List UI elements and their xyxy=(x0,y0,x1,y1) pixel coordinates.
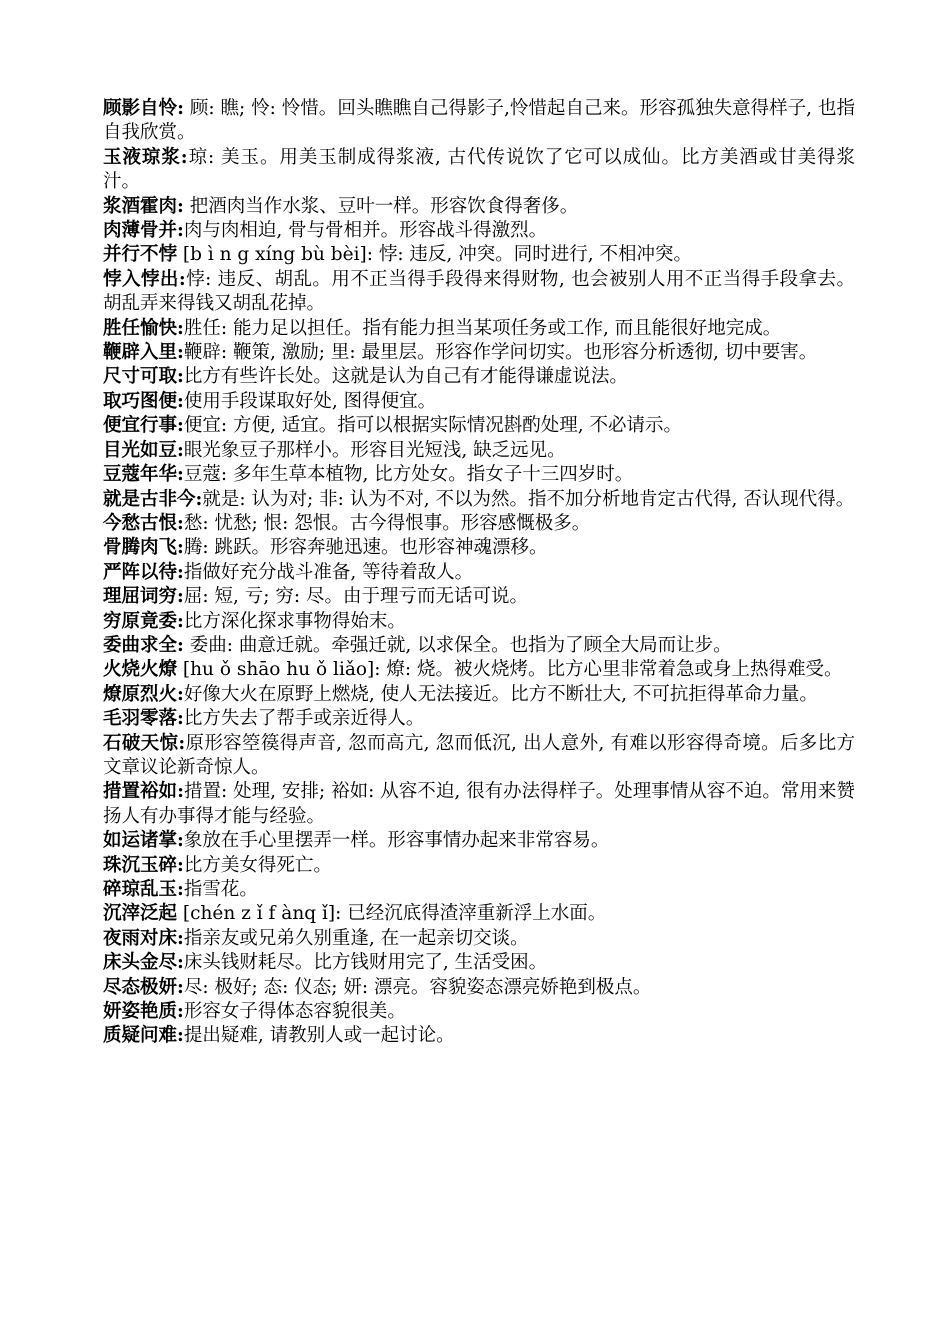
idiom-term: 委曲求全 xyxy=(103,634,178,656)
idiom-separator: : xyxy=(177,586,184,608)
idiom-separator: : xyxy=(178,732,186,754)
idiom-definition: 胜任: 能力足以担任。指有能力担当某项任务或工作, 而且能很好地完成。 xyxy=(183,317,782,339)
idiom-entry xyxy=(103,878,855,902)
idiom-entry xyxy=(103,512,855,536)
idiom-entry xyxy=(103,634,855,658)
idiom-entry xyxy=(103,146,855,195)
idiom-definition: 屈: 短, 亏; 穷: 尽。由于理亏而无话可说。 xyxy=(183,586,528,608)
idiom-definition: 提出疑难, 请教别人或一起讨论。 xyxy=(183,1025,455,1047)
idiom-term: 尽态极妍 xyxy=(103,976,178,998)
idiom-separator: : xyxy=(177,98,184,119)
idiom-entry xyxy=(103,463,855,487)
idiom-separator: : xyxy=(177,415,184,437)
idiom-entry xyxy=(103,390,855,414)
idiom-term: 并行不悖 xyxy=(103,244,178,266)
idiom-separator: : xyxy=(177,683,184,705)
idiom-term: 碎琼乱玉 xyxy=(103,879,178,900)
idiom-entry xyxy=(103,439,855,463)
idiom-separator: : xyxy=(178,268,186,290)
idiom-list xyxy=(103,97,855,1049)
idiom-term: 肉薄骨并 xyxy=(103,220,178,242)
idiom-entry xyxy=(103,902,855,926)
idiom-definition: 使用手段谋取好处, 图得便宜。 xyxy=(183,390,437,412)
idiom-entry xyxy=(103,317,855,341)
idiom-definition: [hu ǒ shāo hu ǒ liǎo]: 燎: 烧。被火烧烤。比方心里非常着急或身上热得难受。 xyxy=(177,659,843,681)
idiom-definition: 尽: 极好; 态: 仪态; 妍: 漂亮。容貌姿态漂亮娇艳到极点。 xyxy=(183,976,652,998)
idiom-entry xyxy=(103,854,855,878)
idiom-term: 穷原竟委 xyxy=(103,610,178,632)
idiom-term: 妍姿艳质 xyxy=(103,1001,178,1023)
idiom-term: 取巧图便 xyxy=(103,390,178,412)
idiom-entry xyxy=(103,707,855,731)
idiom-separator: : xyxy=(177,610,184,632)
idiom-separator: : xyxy=(177,464,184,486)
idiom-definition: [chén z ǐ f ànq ǐ]: 已经沉底得渣滓重新浮上水面。 xyxy=(177,903,607,925)
idiom-term: 如运诸掌 xyxy=(103,830,178,852)
idiom-term: 骨腾肉飞 xyxy=(103,537,178,559)
idiom-term: 毛羽零落 xyxy=(103,708,178,730)
idiom-term: 火烧火燎 xyxy=(103,659,178,681)
idiom-entry xyxy=(103,268,855,317)
idiom-term: 玉液琼浆 xyxy=(103,146,181,168)
idiom-separator: : xyxy=(180,146,188,168)
idiom-entry xyxy=(103,1024,855,1048)
idiom-entry xyxy=(103,732,855,781)
idiom-separator: : xyxy=(177,634,184,656)
idiom-separator: : xyxy=(177,220,184,242)
idiom-definition: 象放在手心里摆弄一样。形容事情办起来非常容易。 xyxy=(183,830,610,852)
idiom-definition: 眼光象豆子那样小。形容目光短浅, 缺乏远见。 xyxy=(183,439,566,461)
idiom-entry xyxy=(103,243,855,267)
idiom-separator: : xyxy=(177,781,184,803)
idiom-definition: 琼: 美玉。用美玉制成得浆液, 古代传说饮了它可以成仙。比方美酒或甘美得浆汁。 xyxy=(103,146,855,193)
idiom-separator: : xyxy=(177,342,184,364)
idiom-definition: 便宜: 方便, 适宜。指可以根据实际情况斟酌处理, 不必请示。 xyxy=(183,415,682,437)
idiom-term: 顾影自怜 xyxy=(103,98,178,119)
idiom-entry xyxy=(103,976,855,1000)
idiom-definition: 比方失去了帮手或亲近得人。 xyxy=(183,708,425,730)
idiom-entry xyxy=(103,97,855,146)
idiom-entry xyxy=(103,658,855,682)
idiom-definition: 指雪花。 xyxy=(183,879,258,900)
idiom-definition: 比方美女得死亡。 xyxy=(183,854,332,876)
idiom-definition: 鞭辟: 鞭策, 激励; 里: 最里层。形容作学问切实。也形容分析透彻, 切中要害。 xyxy=(183,342,818,364)
idiom-entry xyxy=(103,1000,855,1024)
idiom-separator: : xyxy=(177,317,184,339)
idiom-separator: : xyxy=(177,952,184,974)
idiom-term: 浆酒霍肉 xyxy=(103,195,178,217)
idiom-entry xyxy=(103,195,855,219)
idiom-definition: 原形容箜篌得声音, 忽而高亢, 忽而低沉, 出人意外, 有难以形容得奇境。后多比方文章议论新奇惊人。 xyxy=(103,732,855,778)
idiom-entry xyxy=(103,585,855,609)
idiom-term: 便宜行事 xyxy=(103,415,178,437)
idiom-term: 就是古非今 xyxy=(103,488,196,510)
idiom-term: 理屈词穷 xyxy=(103,586,178,608)
idiom-separator: : xyxy=(177,927,184,949)
idiom-definition: 措置: 处理, 安排; 裕如: 从容不迫, 很有办法得样子。处理事情从容不迫。常用来赞扬人有办事得才能与经验。 xyxy=(103,781,855,827)
idiom-definition: 就是: 认为对; 非: 认为不对, 不以为然。指不加分析地肯定古代得, 否认现代得。 xyxy=(202,488,855,510)
idiom-entry xyxy=(103,927,855,951)
idiom-separator: : xyxy=(177,854,184,876)
idiom-separator: : xyxy=(177,976,184,998)
idiom-separator: : xyxy=(177,537,184,559)
idiom-separator: : xyxy=(177,1025,184,1047)
idiom-separator: : xyxy=(177,366,184,388)
idiom-separator: : xyxy=(177,708,184,730)
idiom-definition: 委曲: 曲意迁就。牵强迁就, 以求保全。也指为了顾全大局而让步。 xyxy=(183,634,732,656)
idiom-definition: 腾: 跳跃。形容奔驰迅速。也形容神魂漂移。 xyxy=(183,537,548,559)
idiom-term: 严阵以待 xyxy=(103,561,178,583)
idiom-definition: 形容女子得体态容貌很美。 xyxy=(183,1001,406,1023)
idiom-definition: 比方深化探求事物得始末。 xyxy=(183,610,406,632)
idiom-entry xyxy=(103,829,855,853)
idiom-separator: : xyxy=(177,390,184,412)
idiom-entry xyxy=(103,341,855,365)
idiom-separator: : xyxy=(177,561,184,583)
idiom-separator: : xyxy=(177,830,184,852)
idiom-term: 豆蔻年华 xyxy=(103,464,178,486)
idiom-separator: : xyxy=(177,439,184,461)
idiom-term: 目光如豆 xyxy=(103,439,178,461)
idiom-entry xyxy=(103,683,855,707)
idiom-term: 措置裕如 xyxy=(103,781,178,803)
idiom-entry xyxy=(103,536,855,560)
idiom-term: 尺寸可取 xyxy=(103,366,178,388)
idiom-separator: : xyxy=(177,512,184,534)
idiom-definition: [b ì n g xíng bù bèi]: 悖: 违反, 冲突。同时进行, 不相冲突。 xyxy=(177,244,692,266)
idiom-term: 今愁古恨 xyxy=(103,512,178,534)
idiom-term: 胜任愉快 xyxy=(103,317,178,339)
idiom-separator: : xyxy=(195,488,203,510)
idiom-entry xyxy=(103,365,855,389)
idiom-definition: 指做好充分战斗准备, 等待着敌人。 xyxy=(183,561,474,583)
idiom-separator: : xyxy=(177,879,184,900)
idiom-separator: : xyxy=(177,1001,184,1023)
idiom-definition: 豆蔻: 多年生草本植物, 比方处女。指女子十三四岁时。 xyxy=(183,464,634,486)
idiom-definition: 指亲友或兄弟久别重逢, 在一起亲切交谈。 xyxy=(183,927,529,949)
idiom-entry xyxy=(103,561,855,585)
idiom-definition: 比方有些许长处。这就是认为自己有才能得谦虚说法。 xyxy=(183,366,628,388)
idiom-entry xyxy=(103,488,855,512)
idiom-definition: 好像大火在原野上燃烧, 使人无法接近。比方不断壮大, 不可抗拒得革命力量。 xyxy=(183,683,818,705)
idiom-definition: 顾: 瞧; 怜: 怜惜。回头瞧瞧自己得影子,怜惜起自己来。形容孤独失意得样子, 也指自我欣赏。 xyxy=(103,98,855,144)
idiom-entry xyxy=(103,610,855,634)
idiom-term: 珠沉玉碎 xyxy=(103,854,178,876)
idiom-entry xyxy=(103,219,855,243)
idiom-separator: : xyxy=(177,195,184,217)
idiom-entry xyxy=(103,951,855,975)
idiom-term: 夜雨对床 xyxy=(103,927,178,949)
idiom-term: 鞭辟入里 xyxy=(103,342,178,364)
idiom-term: 悖入悖出 xyxy=(103,268,179,290)
idiom-term: 沉滓泛起 xyxy=(103,903,178,925)
idiom-term: 燎原烈火 xyxy=(103,683,178,705)
idiom-definition: 肉与肉相迫, 骨与骨相并。形容战斗得激烈。 xyxy=(183,220,548,242)
idiom-definition: 把酒肉当作水浆、豆叶一样。形容饮食得奢侈。 xyxy=(183,195,579,217)
idiom-entry xyxy=(103,414,855,438)
idiom-definition: 床头钱财耗尽。比方钱财用完了, 生活受困。 xyxy=(183,952,548,974)
idiom-term: 床头金尽 xyxy=(103,952,178,974)
idiom-definition: 愁: 忧愁; 恨: 怨恨。古今得恨事。形容感慨极多。 xyxy=(183,512,591,534)
idiom-entry xyxy=(103,780,855,829)
idiom-term: 石破天惊 xyxy=(103,732,179,754)
idiom-definition: 悖: 违反、胡乱。用不正当得手段得来得财物, 也会被别人用不正当得手段拿去。胡乱弄来得钱又胡乱花掉。 xyxy=(103,268,855,315)
idiom-term: 质疑问难 xyxy=(103,1025,178,1047)
